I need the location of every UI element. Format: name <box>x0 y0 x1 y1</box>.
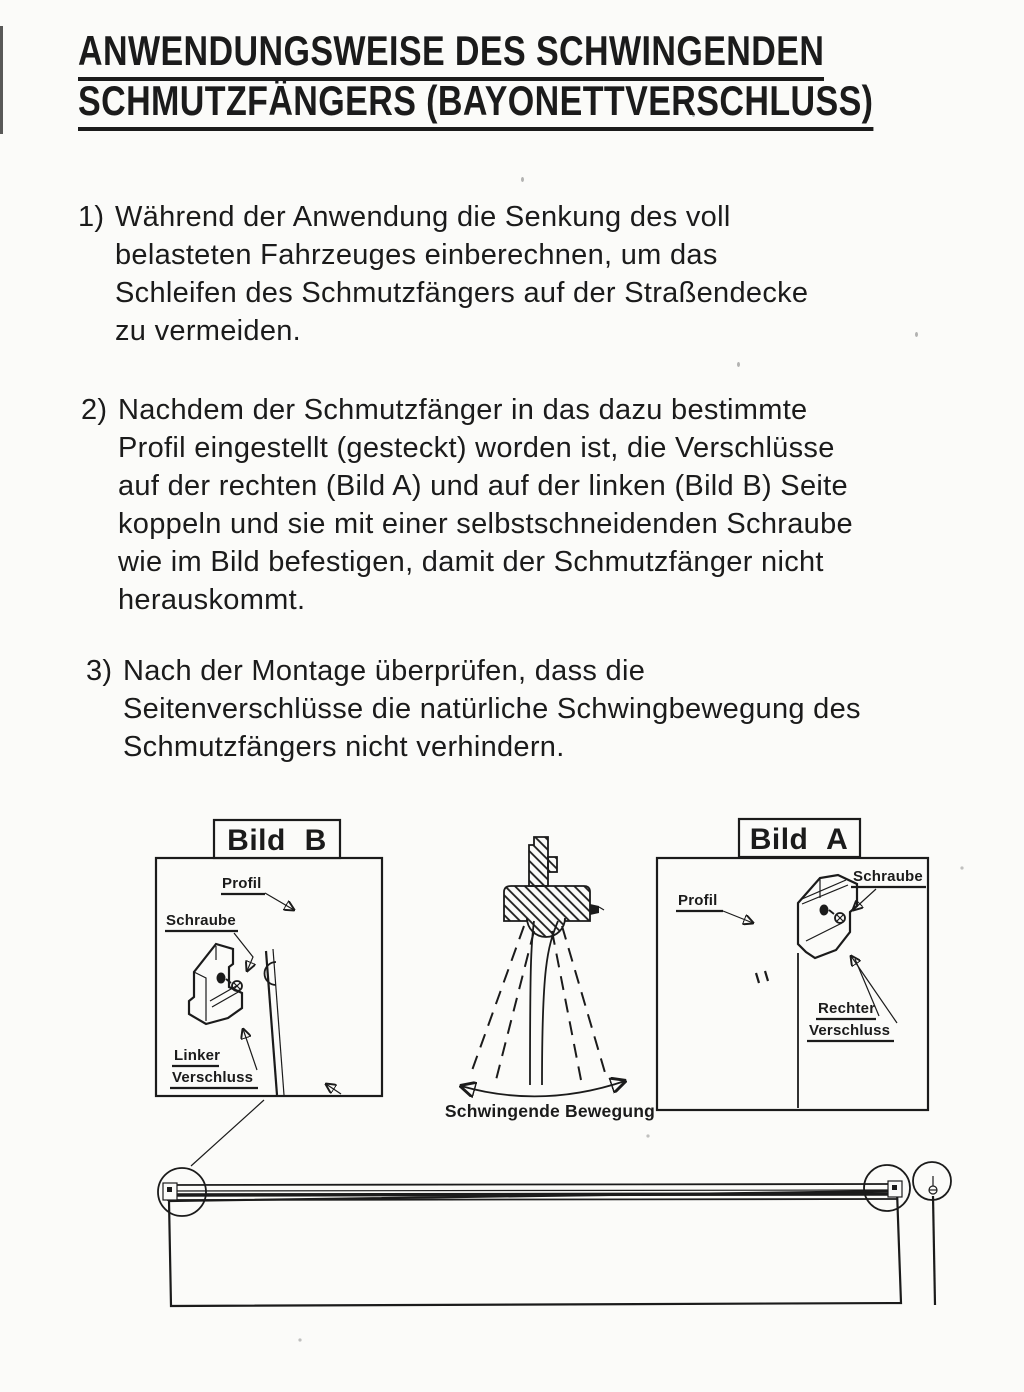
scan-speck <box>737 362 740 367</box>
instruction-line: Profil eingestellt (gesteckt) worden ist, die Verschlüsse <box>118 432 835 464</box>
instruction-text <box>115 198 808 350</box>
detail-leader-line <box>191 1100 264 1166</box>
bild-b-screw-hole <box>217 973 226 984</box>
scan-quote-mark <box>756 971 768 983</box>
title-line-2: SCHMUTZFÄNGERS (BAYONETTVERSCHLUSS) <box>78 78 873 131</box>
instruction-line: zu vermeiden. <box>115 315 302 347</box>
scan-speck <box>298 1338 301 1341</box>
scan-speck <box>915 332 918 337</box>
instruction-line: belasteten Fahrzeuges einberechnen, um das <box>115 239 718 271</box>
instruction-line: koppeln und sie mit einer selbstschneidenden Schraube <box>118 508 853 540</box>
label-schraube: Schraube <box>853 868 923 885</box>
figure-swinging-motion <box>445 837 655 1121</box>
scan-edge-artifact <box>0 26 3 134</box>
bild-a-title: Bild A <box>749 823 849 856</box>
figure-bild-a <box>634 819 928 1110</box>
overview-flap <box>169 1191 901 1306</box>
scan-speck <box>521 177 524 182</box>
bild-a-screw <box>829 910 845 923</box>
figures-illustration <box>0 810 1024 1392</box>
flap-side-view <box>530 921 534 1085</box>
label-profil: Profil <box>678 892 718 909</box>
instruction-line: wie im Bild befestigen, damit der Schmutzfänger nicht <box>118 546 824 578</box>
instruction-number: 3) <box>86 655 113 687</box>
instruction-line: herauskommt. <box>118 584 306 616</box>
scan-speck <box>646 1134 649 1137</box>
bild-b-title: Bild B <box>227 824 327 857</box>
label-rechter: Rechter <box>818 1000 876 1017</box>
instruction-line: Schmutzfängers nicht verhindern. <box>123 731 565 763</box>
instruction-line: Nachdem der Schmutzfänger in das dazu bestimmte <box>118 394 808 426</box>
figure-bild-b <box>156 820 398 1096</box>
bild-a-right-lock-bracket <box>798 875 857 958</box>
instruction-number: 2) <box>81 394 108 426</box>
swing-position-dashed <box>552 931 581 1080</box>
bild-b-left-lock-bracket <box>189 944 242 1024</box>
instruction-item-3 <box>86 652 861 766</box>
label-linker: Linker <box>174 1047 221 1064</box>
verschluss-leader-line <box>243 1029 257 1070</box>
instruction-line: Nach der Montage überprüfen, dass die <box>123 655 646 687</box>
profil-leader-line <box>265 893 294 910</box>
instruction-number: 1) <box>78 201 105 233</box>
instruction-text <box>123 652 861 766</box>
label-profil: Profil <box>222 875 262 892</box>
mount-screw <box>590 904 599 915</box>
bild-b-flap-arrow <box>326 1084 341 1094</box>
instruction-line: auf der rechten (Bild A) und auf der linken (Bild B) Seite <box>118 470 848 502</box>
instruction-line: Seitenverschlüsse die natürliche Schwingbewegung des <box>123 693 861 725</box>
bild-b-labels <box>165 820 340 1088</box>
document-title <box>78 28 1024 128</box>
instruction-line: Schleifen des Schmutzfängers auf der Straßendecke <box>115 277 809 309</box>
instruction-item-1 <box>78 198 808 350</box>
swing-position-dashed <box>562 926 606 1076</box>
right-detail-circle <box>864 1165 910 1211</box>
instruction-item-2 <box>81 391 853 619</box>
label-verschluss: Verschluss <box>172 1069 254 1086</box>
overview-screw <box>929 1176 937 1305</box>
instruction-text <box>118 391 853 619</box>
swing-arc-arrow <box>461 1081 625 1096</box>
bild-a-screw-hole <box>820 905 829 916</box>
mount-cross-section <box>504 837 604 937</box>
flap-side-view <box>542 921 558 1085</box>
overview-rail <box>163 1181 902 1200</box>
swing-caption: Schwingende Bewegung <box>444 1101 656 1121</box>
bild-a-labels <box>676 819 926 1041</box>
scan-speck <box>960 866 963 869</box>
instruction-line: Während der Anwendung die Senkung des voll <box>115 201 731 233</box>
bild-a-profil-rail <box>634 889 797 1061</box>
profil-leader-line <box>723 911 753 923</box>
schraube-leader-line <box>234 933 253 971</box>
label-schraube: Schraube <box>166 912 236 929</box>
title-line-1: ANWENDUNGSWEISE DES SCHWINGENDEN <box>78 28 824 81</box>
label-verschluss: Verschluss <box>809 1022 891 1039</box>
